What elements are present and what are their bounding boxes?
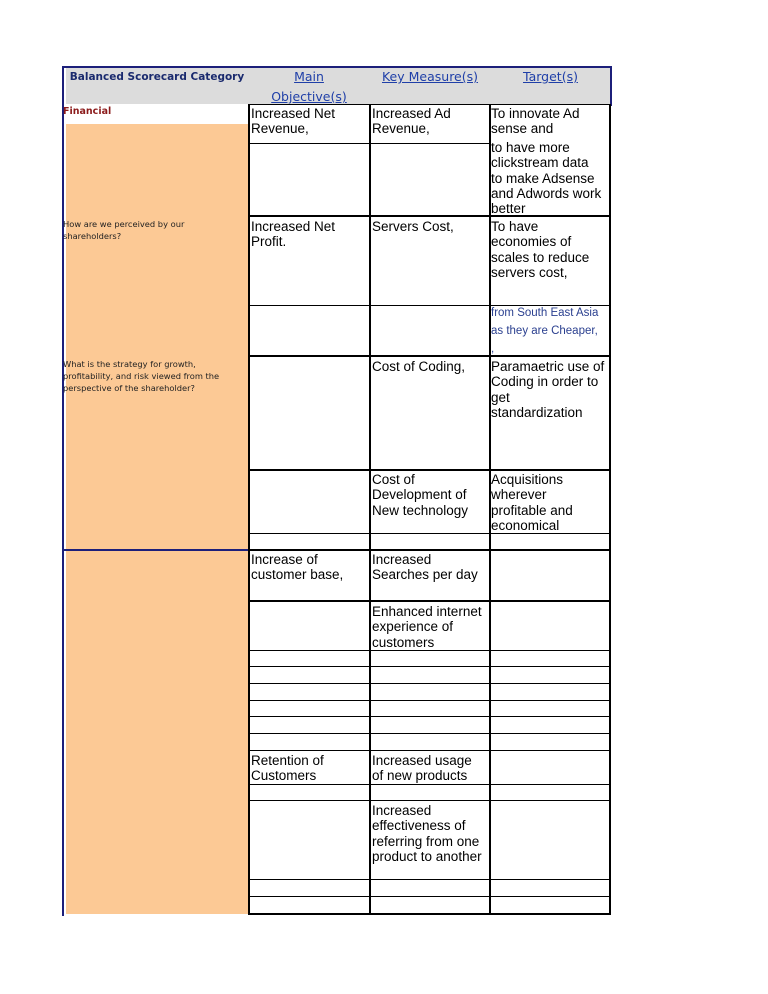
border-left xyxy=(62,66,64,916)
border-top xyxy=(62,66,612,68)
category-financial-label: Financial xyxy=(63,106,112,117)
grid-h-913 xyxy=(248,913,611,915)
category-question-1: How are we perceived by our shareholders? xyxy=(63,219,185,241)
objective-increased-net-revenue: Increased Net Revenue, xyxy=(251,106,336,137)
objective-retention-of-customers: Retention of Customers xyxy=(251,753,324,784)
header-target xyxy=(491,67,610,87)
category-question-2: What is the strategy for growth, profitability, and risk viewed from the perspective of the shareholder? xyxy=(63,359,220,393)
grid-h-784 xyxy=(248,784,611,785)
header-target-text: Target(s) xyxy=(523,69,578,84)
header-objective-line2: Objective(s) xyxy=(271,89,347,104)
grid-h-879 xyxy=(248,879,611,880)
grid-v4 xyxy=(609,104,611,915)
measure-cost-of-coding: Cost of Coding, xyxy=(372,359,466,374)
header-measure-text: Key Measure(s) xyxy=(381,69,479,84)
border-right-header xyxy=(610,66,612,106)
grid-h-549 xyxy=(248,549,611,551)
grid-h-733 xyxy=(248,733,611,734)
category-cell-2 xyxy=(66,551,248,914)
grid-v2 xyxy=(369,104,371,915)
grid-h-800 xyxy=(248,800,611,801)
measure-increased-searches: Increased Searches per day xyxy=(372,552,478,583)
measure-increased-usage: Increased usage of new products xyxy=(372,753,472,784)
target-innovate-adsense: To innovate Ad sense and xyxy=(491,106,580,137)
grid-h-700 xyxy=(248,700,611,701)
target-parametric-coding: Paramaetric use of Coding in order to get standardization xyxy=(491,359,605,420)
measure-servers-cost: Servers Cost, xyxy=(372,219,454,234)
measure-enhanced-internet-experience: Enhanced internet experience of customers xyxy=(372,604,482,650)
grid-h-716 xyxy=(248,716,611,717)
header-measure xyxy=(371,67,489,87)
objective-increased-net-profit: Increased Net Profit. xyxy=(251,219,336,250)
grid-v1 xyxy=(248,104,250,915)
target-south-east-asia-line3: , xyxy=(491,343,495,355)
target-south-east-asia-line2: as they are Cheaper, xyxy=(491,325,598,337)
grid-h-600 xyxy=(248,600,611,602)
category-cell-financial xyxy=(66,124,248,550)
grid-h-143 xyxy=(248,143,491,144)
measure-increased-ad-revenue: Increased Ad Revenue, xyxy=(372,106,451,137)
target-more-clickstream: to have more clickstream data to make Adsense and Adwords work better xyxy=(491,140,602,217)
target-acquisitions: Acquisitions wherever profitable and economical xyxy=(491,472,573,533)
grid-h-896 xyxy=(248,896,611,897)
target-economies-of-scale: To have economies of scales to reduce servers cost, xyxy=(491,219,590,280)
grid-h-469 xyxy=(248,469,611,471)
measure-cost-of-development: Cost of Development of New technology xyxy=(372,472,469,518)
measure-referring-effectiveness: Increased effectiveness of referring from one product to another xyxy=(372,803,482,864)
grid-h-104 xyxy=(248,104,611,105)
grid-h-666 xyxy=(248,666,611,667)
header-objective xyxy=(250,67,368,107)
target-south-east-asia-line1: from South East Asia xyxy=(491,307,599,319)
header-objective-line1: Main xyxy=(294,69,324,84)
border-category-split xyxy=(62,549,250,551)
header-category: Balanced Scorecard Category xyxy=(66,66,248,104)
objective-increase-customer-base: Increase of customer base, xyxy=(251,552,344,583)
grid-h-355 xyxy=(248,355,611,357)
grid-h-650 xyxy=(248,650,611,651)
grid-h-750 xyxy=(248,750,611,751)
grid-h-683 xyxy=(248,683,611,684)
